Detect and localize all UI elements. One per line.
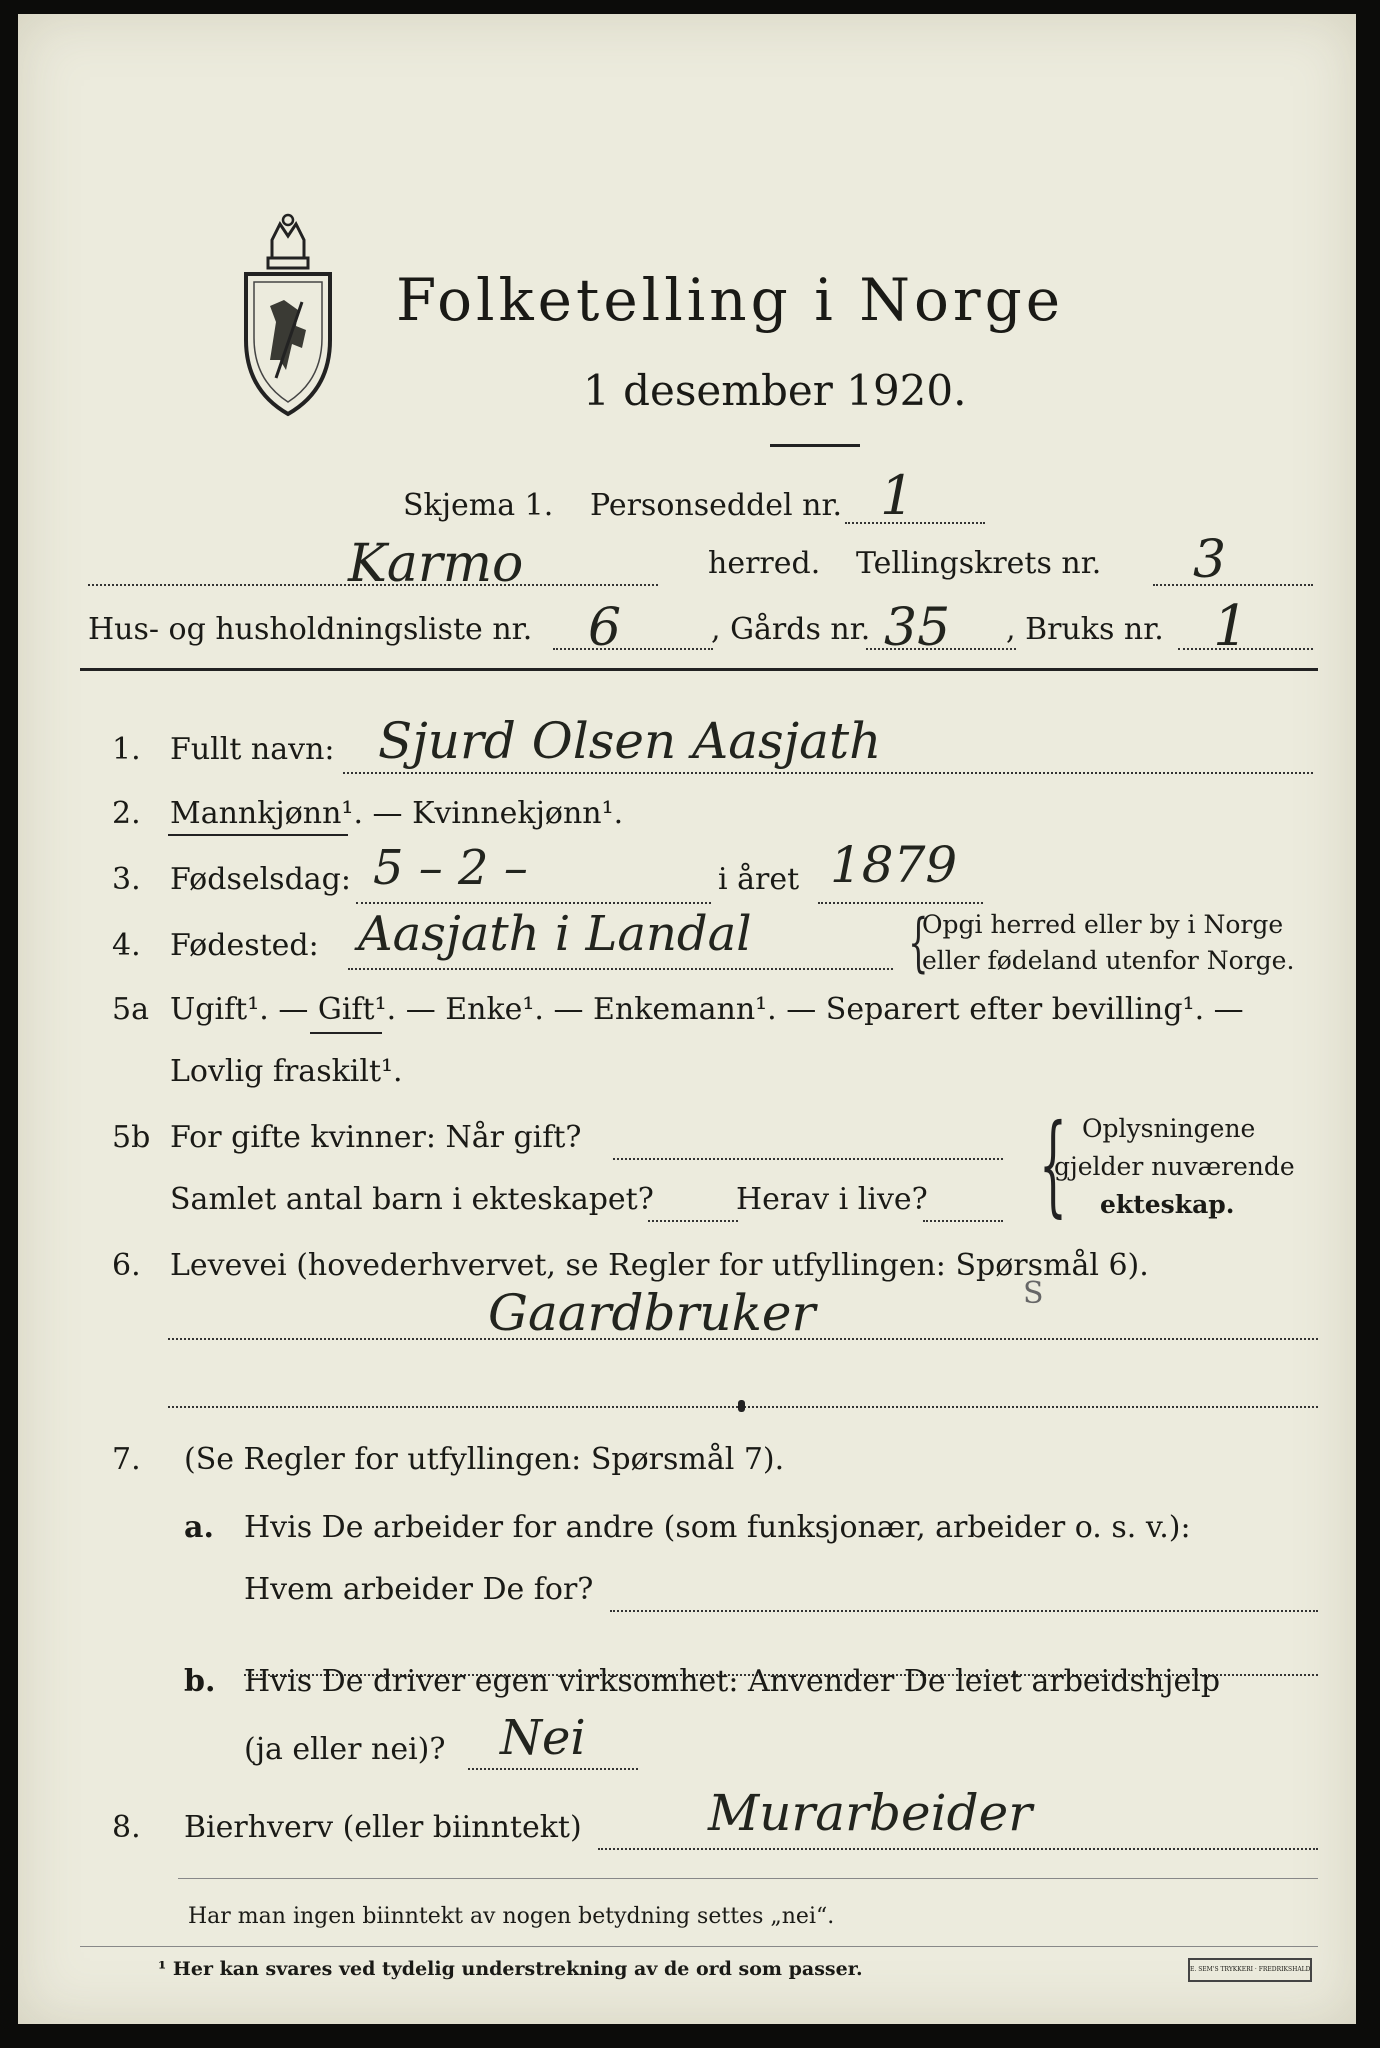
q2-label: Mannkjønn¹. — Kvinnekjønn¹. <box>170 796 624 831</box>
q5a-label: Ugift¹. — Gift¹. — Enke¹. — Enkemann¹. — Separert efter bevilling¹. — <box>170 992 1244 1027</box>
q5b-brace: { <box>1039 1100 1067 1228</box>
q7a-label: Hvis De arbeider for andre (som funksjonær, arbeider o. s. v.): <box>244 1510 1191 1545</box>
q5a-label-2: Lovlig fraskilt¹. <box>170 1054 403 1089</box>
q4-number: 4. <box>112 928 141 963</box>
q5b-label-2: Samlet antal barn i ekteskapet? <box>170 1182 654 1217</box>
bruks-label: , Bruks nr. <box>1006 612 1164 647</box>
title-rule <box>770 444 860 447</box>
q7a-letter: a. <box>184 1510 214 1545</box>
q7a-line <box>610 1610 1318 1612</box>
q7-label: (Se Regler for utfyllingen: Spørsmål 7). <box>184 1442 785 1477</box>
footnote-divider <box>80 1946 1318 1947</box>
ink-spot <box>738 1400 745 1412</box>
q1-number: 1. <box>112 732 141 767</box>
q5b-note-3: ekteskap. <box>1100 1190 1235 1219</box>
q5b-label-3: Herav i live? <box>736 1182 928 1217</box>
birth-year-value[interactable]: 1879 <box>830 836 958 894</box>
q3-label: Fødselsdag: <box>170 862 351 897</box>
form-date: 1 desember 1920. <box>583 366 967 415</box>
q6-mark: S <box>1023 1276 1044 1311</box>
q4-label: Fødested: <box>170 928 319 963</box>
tellingskrets-label: Tellingskrets nr. <box>856 546 1102 581</box>
personseddel-label: Personseddel nr. <box>590 488 843 523</box>
q2-number: 2. <box>112 796 141 831</box>
q8-line <box>598 1848 1318 1850</box>
norway-coat-of-arms-icon <box>240 210 336 420</box>
q4-note-1: Opgi herred eller by i Norge <box>922 910 1284 939</box>
q4-note-2: eller fødeland utenfor Norge. <box>922 946 1295 975</box>
q1-line <box>343 772 1313 774</box>
footer-divider <box>178 1878 1318 1879</box>
q5b-line-3 <box>923 1220 1003 1222</box>
q7a-label-2: Hvem arbeider De for? <box>244 1572 594 1607</box>
gards-label: , Gårds nr. <box>711 612 871 647</box>
tellingskrets-value[interactable]: 3 <box>1193 530 1227 590</box>
census-form <box>18 14 1356 2024</box>
q3-line <box>356 902 711 904</box>
q5b-note-1: Oplysningene <box>1082 1114 1256 1143</box>
birth-date-value[interactable]: 5 – 2 – <box>373 840 528 896</box>
q3-number: 3. <box>112 862 141 897</box>
q7-number: 7. <box>112 1442 141 1477</box>
q6-number: 6. <box>112 1248 141 1283</box>
q5b-line <box>613 1158 1003 1160</box>
personseddel-line <box>845 522 985 524</box>
header-divider <box>80 668 1318 671</box>
q5a-number: 5a <box>112 992 149 1027</box>
tellingskrets-line <box>1153 584 1313 586</box>
herred-label: herred. <box>708 546 821 581</box>
q5b-note-2: gjelder nuværende <box>1054 1152 1295 1181</box>
q3-year-label: i året <box>718 862 800 897</box>
occupation-value[interactable]: Gaardbruker <box>488 1284 816 1342</box>
q4-line <box>348 968 893 970</box>
q7b-label: Hvis De driver egen virksomhet: Anvender De leiet arbeidshjelp <box>244 1664 1221 1699</box>
q7b-letter: b. <box>184 1664 216 1699</box>
q5b-label: For gifte kvinner: Når gift? <box>170 1120 582 1155</box>
bruks-value[interactable]: 1 <box>1213 594 1249 659</box>
q5b-line-2 <box>648 1220 738 1222</box>
gift-underline <box>310 1032 382 1034</box>
mannkjonn-underline <box>168 834 348 836</box>
hired-help-value[interactable]: Nei <box>500 1710 586 1766</box>
skjema-label: Skjema 1. <box>403 488 554 523</box>
q7b-label-2: (ja eller nei)? <box>244 1732 446 1767</box>
q3-year-line <box>818 902 983 904</box>
q8-number: 8. <box>112 1810 141 1845</box>
herred-value[interactable]: Karmo <box>348 534 524 594</box>
q5b-number: 5b <box>112 1120 151 1155</box>
q7b-line <box>468 1768 638 1770</box>
personseddel-value[interactable]: 1 <box>880 464 915 527</box>
gards-value[interactable]: 35 <box>884 598 951 658</box>
q4-brace: { <box>908 906 929 980</box>
form-title: Folketelling i Norge <box>396 266 1065 334</box>
hus-line <box>553 648 713 650</box>
hus-value[interactable]: 6 <box>588 598 622 658</box>
q6-label: Levevei (hovederhvervet, se Regler for utfyllingen: Spørsmål 6). <box>170 1248 1149 1283</box>
q8-label: Bierhverv (eller biinntekt) <box>184 1810 582 1845</box>
printer-stamp: E. SEM'S TRYKKERI · FREDRIKSHALD <box>1188 1958 1312 1982</box>
hus-label: Hus- og husholdningsliste nr. <box>88 612 533 647</box>
side-income-value[interactable]: Murarbeider <box>708 1784 1033 1842</box>
footer-note: Har man ingen biinntekt av nogen betydning settes „nei“. <box>188 1904 835 1929</box>
birthplace-value[interactable]: Aasjath i Landal <box>358 906 752 962</box>
footnote: ¹ Her kan svares ved tydelig understrekning av de ord som passer. <box>158 1958 863 1980</box>
full-name-value[interactable]: Sjurd Olsen Aasjath <box>378 712 882 770</box>
q1-label: Fullt navn: <box>170 732 335 767</box>
